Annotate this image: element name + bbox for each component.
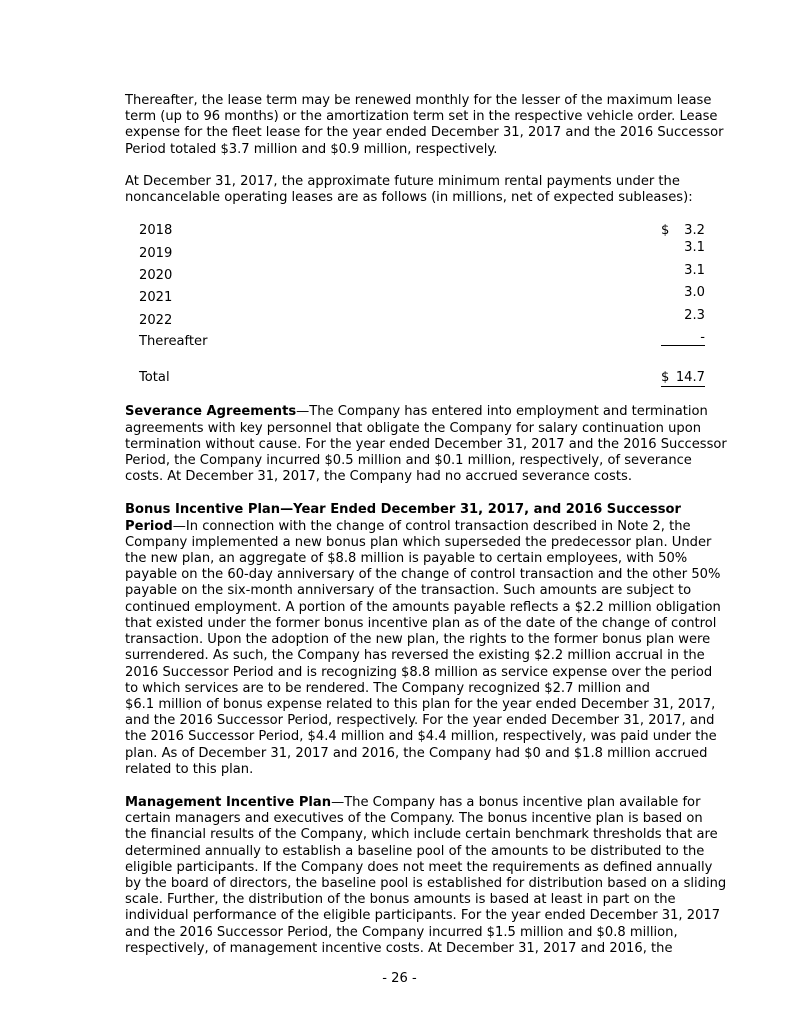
amount-value: 3.0 [684,285,705,301]
page-number: - 26 - [382,971,417,986]
amount-value: 3.1 [684,240,705,256]
severance-heading: Severance Agreements [125,404,297,420]
bonus-heading: Bonus Incentive Plan—Year Ended December 31, 2017, and 2016 Successor Period [125,502,681,534]
year-label: 2021 [139,290,173,306]
bonus-section [125,502,735,777]
document-page [125,93,735,957]
severance-body: —The Company has entered into employment and termination agreements with key personnel that obligate the Company for salary continuation upon termination without cause. For the year ended December 31, 2017 and the 2016 Successor Period, the Company incurred $0.5 million and $0.1 million, respectively, of severance costs. At December 31, 2017, the Company had no accrued severance costs. [125,404,727,485]
table-row [139,262,705,284]
amount-value: 2.3 [684,307,705,323]
bonus-body: —In connection with the change of control transaction described in Note 2, the Company implemented a new bonus plan which superseded the predecessor plan. Under the new plan, an aggregate of $8.8 million is payable to certain employees, with 50% payable on the 60-day anniversary of the change of control transaction and the other 50% payable on the six-month anniversary of the transaction. Such amounts are subject to continued employment. A portion of the amounts payable reflects a $2.2 million obligation that existed under the former bonus incentive plan as of the date of the change of control transaction. Upon the adoption of the new plan, the rights to the former bonus plan were surrendered. As such, the Company has reversed the existing $2.2 million accrual in the 2016 Successor Period and is recognizing $8.8 million as service expense over the period to which services are to be rendered. The Company recognized $2.7 million and $6.1 million of bonus expense related to this plan for the year ended December 31, 2017, and the 2016 Successor Period, respectively. For the year ended December 31, 2017, and the 2016 Successor Period, $4.4 million and $4.4 million, respectively, was paid under the plan. As of December 31, 2017 and 2016, the Company had $0 and $1.8 million accrued related to this plan. [125,518,721,777]
table-row [139,284,705,306]
year-label: 2022 [139,312,173,328]
table-row [139,307,705,329]
amount-value: - [700,330,705,346]
total-amount: 14.7 [675,370,705,386]
table-row [139,239,705,261]
amount-value: 3.1 [684,262,705,278]
year-label: 2020 [139,268,173,284]
management-section [125,795,735,957]
year-label: Thereafter [139,334,208,350]
currency-symbol: $ [661,223,670,239]
management-body: —The Company has a bonus incentive plan available for certain managers and executives of the Company. The bonus incentive plan is based on the financial results of the Company, which include certain benchmark thresholds that are determined annually to establish a baseline pool of the amounts to be distributed to the eligible participants. If the Company does not meet the requirements as defined annually by the board of directors, the baseline pool is established for distribution based on a sliding scale. Further, the distribution of the bonus amounts is based at least in part on the individual performance of the eligible participants. For the year ended December 31, 2017 and the 2016 Successor Period, the Company incurred $1.5 million and $0.8 million, respectively, of management incentive costs. At December 31, 2017 and 2016, the [125,794,727,956]
total-label: Total [139,370,170,386]
total-row [139,369,705,387]
lease-payments-table [139,222,705,387]
table-row [139,222,705,239]
fleet-lease-paragraph: Thereafter, the lease term may be renewed monthly for the lesser of the maximum lease term (up to 96 months) or the amortization term set in the respective vehicle order. Lease expense for the fleet lease for the year ended December 31, 2017 and the 2016 Successor Period totaled $3.7 million and $0.9 million, respectively. [125,93,724,157]
minimum-rental-intro: At December 31, 2017, the approximate future minimum rental payments under the noncancelable operating leases are as follows (in millions, net of expected subleases): [125,173,693,206]
management-heading: Management Incentive Plan [125,794,332,810]
year-label: 2018 [139,223,173,239]
currency-symbol: $ [661,370,670,386]
amount-value: 3.2 [684,223,705,239]
year-label: 2019 [139,245,173,261]
table-row [139,329,705,350]
severance-section [125,404,735,485]
